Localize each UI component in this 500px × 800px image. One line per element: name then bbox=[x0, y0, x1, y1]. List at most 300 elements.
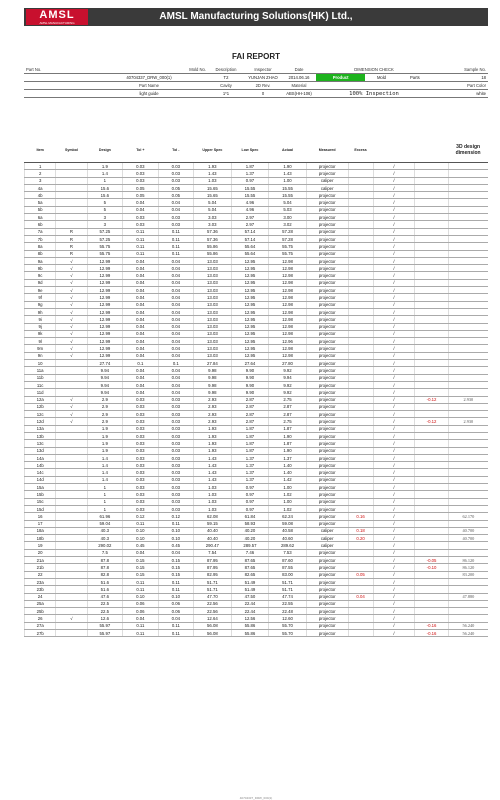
table-cell: 1.93 bbox=[194, 447, 232, 454]
table-cell bbox=[415, 389, 448, 396]
table-cell: projector bbox=[306, 330, 348, 337]
logo-text: AMSL bbox=[39, 9, 75, 21]
table-cell: 0.03 bbox=[123, 440, 158, 447]
table-cell: 0.11 bbox=[158, 228, 193, 235]
table-cell: / bbox=[373, 476, 415, 483]
table-cell: 55.75 bbox=[269, 250, 307, 257]
table-cell: 12.98 bbox=[269, 352, 307, 359]
table-cell: 15.6 bbox=[87, 184, 122, 191]
table-cell bbox=[448, 345, 488, 352]
table-row bbox=[25, 505, 489, 512]
table-cell bbox=[415, 615, 448, 622]
table-cell bbox=[415, 513, 448, 520]
table-cell: 12.95 bbox=[231, 308, 269, 315]
table-cell: 22.5 bbox=[87, 608, 122, 615]
2d-rev-value: 0 bbox=[244, 90, 282, 98]
table-cell bbox=[348, 316, 373, 323]
table-cell: 0.15 bbox=[123, 557, 158, 564]
table-cell bbox=[415, 367, 448, 374]
table-cell: 0.03 bbox=[158, 418, 193, 425]
table-cell: 0.04 bbox=[123, 287, 158, 294]
table-cell: 1.4 bbox=[87, 462, 122, 469]
table-cell bbox=[415, 535, 448, 542]
table-cell: 87.8 bbox=[87, 564, 122, 571]
table-cell: 62.08 bbox=[194, 513, 232, 520]
table-cell bbox=[448, 367, 488, 374]
part-color-label: Part Color bbox=[432, 82, 488, 90]
table-cell: projector bbox=[306, 199, 348, 206]
table-cell: 9g bbox=[25, 301, 56, 308]
table-cell: / bbox=[373, 615, 415, 622]
table-cell: 12.98 bbox=[269, 345, 307, 352]
table-row bbox=[25, 520, 489, 527]
column-header: Design bbox=[87, 138, 122, 163]
table-cell: projector bbox=[306, 571, 348, 578]
table-cell bbox=[348, 549, 373, 556]
table-cell: 12.99 bbox=[87, 345, 122, 352]
table-cell bbox=[415, 214, 448, 221]
table-row bbox=[25, 338, 489, 345]
table-cell bbox=[415, 352, 448, 359]
table-cell: 5b bbox=[25, 206, 56, 213]
table-cell bbox=[448, 235, 488, 242]
table-cell: 15c bbox=[25, 498, 56, 505]
table-cell: / bbox=[373, 345, 415, 352]
table-cell: 1.87 bbox=[269, 440, 307, 447]
table-cell bbox=[56, 520, 87, 527]
table-cell: 22 bbox=[25, 571, 56, 578]
table-cell: 0.03 bbox=[158, 505, 193, 512]
table-cell: 0.04 bbox=[123, 615, 158, 622]
table-cell: 11a bbox=[25, 367, 56, 374]
table-cell: 0.11 bbox=[123, 235, 158, 242]
table-cell bbox=[448, 330, 488, 337]
table-cell: 1.00 bbox=[269, 177, 307, 184]
table-row bbox=[25, 593, 489, 600]
table-cell: 12.98 bbox=[269, 330, 307, 337]
table-cell: 17 bbox=[25, 520, 56, 527]
table-cell: 1.02 bbox=[269, 491, 307, 498]
table-cell bbox=[415, 301, 448, 308]
sample-no-label: Sample No. bbox=[432, 66, 488, 74]
table-cell: 2.87 bbox=[269, 403, 307, 410]
table-cell bbox=[415, 360, 448, 367]
table-cell: 6a bbox=[25, 214, 56, 221]
table-cell: 0.04 bbox=[158, 338, 193, 345]
table-cell bbox=[348, 352, 373, 359]
table-cell bbox=[448, 287, 488, 294]
table-cell bbox=[415, 330, 448, 337]
table-cell: 289.57 bbox=[231, 542, 269, 549]
table-cell: 1.4 bbox=[87, 170, 122, 177]
table-cell: 82.65 bbox=[231, 571, 269, 578]
table-cell: 0.03 bbox=[158, 163, 193, 170]
table-cell bbox=[348, 214, 373, 221]
table-cell: 82.95 bbox=[194, 571, 232, 578]
table-cell: 57.14 bbox=[231, 228, 269, 235]
table-cell bbox=[348, 578, 373, 585]
table-cell: caliper bbox=[306, 542, 348, 549]
table-cell: 40.40 bbox=[194, 527, 232, 534]
table-cell: √ bbox=[56, 265, 87, 272]
table-cell: / bbox=[373, 535, 415, 542]
table-row bbox=[25, 206, 489, 213]
table-cell: R bbox=[56, 243, 87, 250]
table-cell bbox=[348, 630, 373, 637]
table-cell: 0.03 bbox=[158, 447, 193, 454]
table-cell: 20 bbox=[25, 549, 56, 556]
table-cell: 0.11 bbox=[123, 243, 158, 250]
table-cell: 1 bbox=[87, 505, 122, 512]
table-cell bbox=[448, 432, 488, 439]
table-cell: 0.03 bbox=[123, 462, 158, 469]
table-cell: 13.03 bbox=[194, 316, 232, 323]
table-cell bbox=[448, 177, 488, 184]
table-cell: 0.03 bbox=[158, 462, 193, 469]
table-cell: 0.04 bbox=[123, 381, 158, 388]
table-row bbox=[25, 476, 489, 483]
table-row bbox=[25, 403, 489, 410]
table-cell: 9.98 bbox=[194, 367, 232, 374]
table-cell: √ bbox=[56, 294, 87, 301]
table-cell bbox=[56, 440, 87, 447]
table-cell: √ bbox=[56, 287, 87, 294]
table-cell: 0.04 bbox=[158, 374, 193, 381]
table-cell bbox=[56, 586, 87, 593]
table-row bbox=[25, 535, 489, 542]
table-cell: / bbox=[373, 564, 415, 571]
table-cell: 1 bbox=[87, 177, 122, 184]
table-cell: / bbox=[373, 571, 415, 578]
table-row bbox=[25, 542, 489, 549]
material-value: ABS(HH-106) bbox=[282, 90, 316, 98]
table-cell: 56.08 bbox=[194, 622, 232, 629]
table-cell: / bbox=[373, 323, 415, 330]
table-cell: 18b bbox=[25, 535, 56, 542]
table-cell: 12.95 bbox=[231, 338, 269, 345]
table-cell bbox=[348, 250, 373, 257]
table-cell: 2.93 bbox=[194, 396, 232, 403]
table-cell bbox=[415, 199, 448, 206]
table-cell: projector bbox=[306, 243, 348, 250]
table-cell: 0.20 bbox=[348, 535, 373, 542]
table-cell: / bbox=[373, 630, 415, 637]
report-title: FAI REPORT bbox=[231, 52, 280, 61]
table-cell: √ bbox=[56, 316, 87, 323]
table-cell bbox=[448, 498, 488, 505]
table-cell bbox=[415, 586, 448, 593]
table-cell: caliper bbox=[306, 184, 348, 191]
table-cell: 12.99 bbox=[87, 287, 122, 294]
table-cell: 57.28 bbox=[269, 235, 307, 242]
table-cell: R bbox=[56, 228, 87, 235]
table-cell bbox=[448, 338, 488, 345]
table-cell: 1.4 bbox=[87, 476, 122, 483]
table-cell: 87.95 bbox=[194, 564, 232, 571]
table-cell: 0.03 bbox=[123, 396, 158, 403]
table-cell bbox=[348, 520, 373, 527]
table-cell bbox=[448, 425, 488, 432]
table-cell bbox=[415, 403, 448, 410]
table-cell: 0.04 bbox=[158, 323, 193, 330]
part-color-value: white bbox=[432, 90, 488, 98]
table-cell: 0.04 bbox=[123, 265, 158, 272]
table-cell: 0.03 bbox=[158, 484, 193, 491]
table-cell: 9j bbox=[25, 323, 56, 330]
table-cell: 1.87 bbox=[269, 425, 307, 432]
table-cell: projector bbox=[306, 630, 348, 637]
table-cell: 55.86 bbox=[194, 243, 232, 250]
table-cell: √ bbox=[56, 279, 87, 286]
table-cell: 0.97 bbox=[231, 498, 269, 505]
table-cell: 2.75 bbox=[269, 418, 307, 425]
table-cell: 0.04 bbox=[158, 308, 193, 315]
table-cell bbox=[56, 549, 87, 556]
table-row bbox=[25, 615, 489, 622]
table-cell bbox=[448, 469, 488, 476]
table-cell: 0.05 bbox=[123, 192, 158, 199]
table-cell bbox=[448, 199, 488, 206]
table-cell: 2.93 bbox=[194, 411, 232, 418]
cavity-value: 1*1 bbox=[208, 90, 244, 98]
table-row bbox=[25, 454, 489, 461]
table-cell: 0.03 bbox=[158, 469, 193, 476]
table-cell bbox=[415, 345, 448, 352]
table-cell: / bbox=[373, 301, 415, 308]
table-row bbox=[25, 586, 489, 593]
table-cell: 1.43 bbox=[194, 476, 232, 483]
table-cell bbox=[348, 381, 373, 388]
table-cell: 12.98 bbox=[269, 287, 307, 294]
table-cell: 0.11 bbox=[123, 228, 158, 235]
table-cell: 0.06 bbox=[123, 600, 158, 607]
table-cell: projector bbox=[306, 484, 348, 491]
table-cell: 0.04 bbox=[158, 265, 193, 272]
table-row bbox=[25, 630, 489, 637]
table-cell: 0.16 bbox=[348, 513, 373, 520]
table-cell bbox=[348, 425, 373, 432]
table-cell: 12.95 bbox=[231, 352, 269, 359]
table-cell: 9.92 bbox=[269, 367, 307, 374]
table-cell: 290.47 bbox=[194, 542, 232, 549]
table-cell: projector bbox=[306, 476, 348, 483]
table-cell: 1.37 bbox=[231, 469, 269, 476]
table-cell: 2.9 bbox=[87, 403, 122, 410]
table-cell bbox=[415, 440, 448, 447]
table-cell: 0.15 bbox=[158, 564, 193, 571]
table-cell: / bbox=[373, 228, 415, 235]
table-cell: / bbox=[373, 593, 415, 600]
table-cell: 1.87 bbox=[231, 163, 269, 170]
table-cell: 0.11 bbox=[158, 586, 193, 593]
table-cell: / bbox=[373, 491, 415, 498]
table-cell: 12.99 bbox=[87, 323, 122, 330]
table-cell bbox=[56, 432, 87, 439]
table-row bbox=[25, 308, 489, 315]
column-header: Upper Spec bbox=[194, 138, 232, 163]
table-cell: 15.55 bbox=[269, 192, 307, 199]
table-cell bbox=[348, 294, 373, 301]
table-cell: 22.56 bbox=[194, 608, 232, 615]
table-cell: 4.96 bbox=[231, 206, 269, 213]
table-cell bbox=[415, 491, 448, 498]
table-cell: / bbox=[373, 287, 415, 294]
table-cell bbox=[415, 484, 448, 491]
table-cell: 12.98 bbox=[269, 308, 307, 315]
table-cell: 0.04 bbox=[158, 301, 193, 308]
table-cell: 9.90 bbox=[231, 381, 269, 388]
table-cell: 51.71 bbox=[194, 586, 232, 593]
table-cell bbox=[56, 498, 87, 505]
table-cell: 9e bbox=[25, 287, 56, 294]
footer-doc-id: 40704337_DRW_000(1) bbox=[239, 796, 273, 800]
table-cell bbox=[56, 447, 87, 454]
table-cell: 0.04 bbox=[158, 199, 193, 206]
table-cell bbox=[348, 170, 373, 177]
table-cell: 12.98 bbox=[269, 265, 307, 272]
table-cell: 0.04 bbox=[158, 279, 193, 286]
table-cell bbox=[448, 586, 488, 593]
table-cell bbox=[415, 454, 448, 461]
table-cell: 62.170 bbox=[448, 513, 488, 520]
table-cell: 0.04 bbox=[158, 330, 193, 337]
table-cell: 13.03 bbox=[194, 257, 232, 264]
table-cell bbox=[348, 235, 373, 242]
table-cell: 9i bbox=[25, 316, 56, 323]
table-cell: 59.04 bbox=[87, 520, 122, 527]
table-cell: 0.04 bbox=[158, 316, 193, 323]
table-cell: projector bbox=[306, 294, 348, 301]
table-cell: / bbox=[373, 549, 415, 556]
date-label: Date bbox=[282, 66, 316, 74]
table-cell bbox=[56, 527, 87, 534]
table-cell bbox=[415, 338, 448, 345]
table-cell bbox=[348, 505, 373, 512]
table-cell: 9.90 bbox=[231, 367, 269, 374]
table-row bbox=[25, 425, 489, 432]
table-cell: 9.94 bbox=[87, 374, 122, 381]
table-cell bbox=[348, 279, 373, 286]
table-cell: 12.99 bbox=[87, 352, 122, 359]
table-cell: 15.55 bbox=[231, 192, 269, 199]
table-cell: 51.49 bbox=[231, 586, 269, 593]
table-cell bbox=[415, 549, 448, 556]
table-cell: 55.86 bbox=[231, 630, 269, 637]
table-cell bbox=[56, 163, 87, 170]
table-cell: 15.65 bbox=[194, 192, 232, 199]
table-cell: 0.11 bbox=[158, 235, 193, 242]
table-cell: 0.04 bbox=[123, 316, 158, 323]
table-cell: / bbox=[373, 462, 415, 469]
table-cell: 15d bbox=[25, 505, 56, 512]
table-cell: 0.11 bbox=[158, 520, 193, 527]
table-cell: / bbox=[373, 374, 415, 381]
table-cell bbox=[415, 294, 448, 301]
table-cell bbox=[415, 221, 448, 228]
table-cell bbox=[348, 608, 373, 615]
table-cell: 3.00 bbox=[269, 214, 307, 221]
table-cell bbox=[56, 578, 87, 585]
table-cell bbox=[348, 622, 373, 629]
table-cell: projector bbox=[306, 221, 348, 228]
table-cell: 0.15 bbox=[158, 571, 193, 578]
table-cell: 12.99 bbox=[87, 265, 122, 272]
table-cell: 1.90 bbox=[269, 447, 307, 454]
mold-no-label: Mold No. bbox=[154, 66, 208, 74]
table-cell bbox=[448, 184, 488, 191]
table-cell: 0.11 bbox=[123, 586, 158, 593]
table-cell bbox=[56, 564, 87, 571]
table-cell: 0.11 bbox=[123, 622, 158, 629]
table-cell bbox=[348, 206, 373, 213]
table-cell bbox=[348, 265, 373, 272]
table-cell bbox=[448, 411, 488, 418]
table-cell: 0.11 bbox=[158, 630, 193, 637]
table-cell: 13.03 bbox=[194, 338, 232, 345]
table-cell bbox=[415, 206, 448, 213]
table-row bbox=[25, 192, 489, 199]
table-cell bbox=[415, 608, 448, 615]
table-cell: / bbox=[373, 586, 415, 593]
table-cell bbox=[415, 374, 448, 381]
table-cell: 1.93 bbox=[194, 425, 232, 432]
table-cell: projector bbox=[306, 360, 348, 367]
table-cell: 1.42 bbox=[269, 476, 307, 483]
table-cell: / bbox=[373, 338, 415, 345]
table-cell: / bbox=[373, 294, 415, 301]
table-cell: / bbox=[373, 221, 415, 228]
dimension-check-label: DIMENSION CHECK bbox=[316, 66, 432, 74]
table-cell: 0.03 bbox=[123, 484, 158, 491]
table-cell: 5.04 bbox=[194, 206, 232, 213]
table-cell: 9.92 bbox=[269, 381, 307, 388]
table-cell bbox=[56, 221, 87, 228]
table-cell: 14a bbox=[25, 454, 56, 461]
table-cell: 1.00 bbox=[269, 484, 307, 491]
table-cell: 51.71 bbox=[269, 578, 307, 585]
table-cell: 22.55 bbox=[269, 600, 307, 607]
table-cell: 13.03 bbox=[194, 352, 232, 359]
table-cell: 0.12 bbox=[158, 513, 193, 520]
table-cell: 0.04 bbox=[123, 199, 158, 206]
table-cell: 40.60 bbox=[269, 535, 307, 542]
table-cell: 0.05 bbox=[158, 184, 193, 191]
table-cell: / bbox=[373, 432, 415, 439]
table-cell: 12.95 bbox=[231, 301, 269, 308]
table-cell: 5 bbox=[87, 206, 122, 213]
table-cell bbox=[448, 243, 488, 250]
table-cell: 22.44 bbox=[231, 608, 269, 615]
table-cell bbox=[348, 360, 373, 367]
table-cell bbox=[56, 484, 87, 491]
table-cell: projector bbox=[306, 418, 348, 425]
table-cell: 13.03 bbox=[194, 287, 232, 294]
table-cell bbox=[448, 257, 488, 264]
table-row bbox=[25, 177, 489, 184]
table-cell bbox=[348, 432, 373, 439]
table-cell bbox=[56, 184, 87, 191]
table-cell: 12.98 bbox=[269, 272, 307, 279]
material-label: Material bbox=[282, 82, 316, 90]
table-cell: projector bbox=[306, 308, 348, 315]
table-cell: 2.87 bbox=[231, 411, 269, 418]
table-cell bbox=[448, 360, 488, 367]
table-cell: 14c bbox=[25, 469, 56, 476]
table-cell bbox=[56, 192, 87, 199]
table-cell: / bbox=[373, 411, 415, 418]
table-cell: 0.04 bbox=[123, 352, 158, 359]
table-cell bbox=[348, 257, 373, 264]
